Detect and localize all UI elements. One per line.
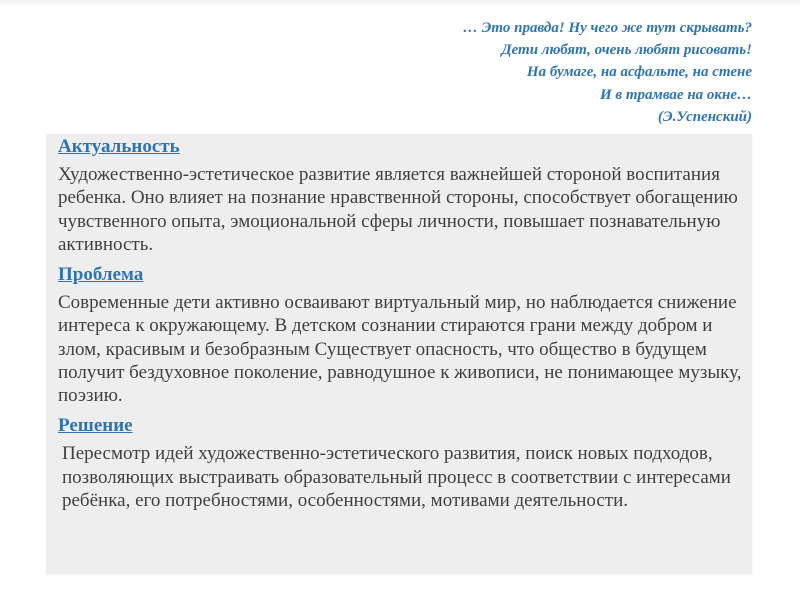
section-heading-solution: Решение: [58, 415, 133, 437]
epigraph-line: Дети любят, очень любят рисовать!: [501, 42, 752, 59]
section-heading-relevance: Актуальность: [58, 136, 180, 157]
top-strip: [0, 0, 800, 8]
epigraph: [252, 17, 752, 128]
epigraph-line: И в трамвае на окне…: [600, 86, 752, 103]
epigraph-line: … Это правда! Ну чего же тут скрывать?: [462, 20, 752, 36]
epigraph-author: (Э.Успенский): [657, 108, 752, 125]
section-text-solution: Пересмотр идей художественно-эстетического развития, поиск новых подходов, позволяющих выстраивать образовательный процесс в соответствии с интересами ребёнка, его потребностями, особенностями, мотивами деятельности.: [62, 443, 731, 511]
text-body: [58, 134, 748, 512]
epigraph-line: На бумаге, на асфальте, на стене: [526, 64, 752, 81]
section-text-problem: Современные дети активно осваивают виртуальный мир, но наблюдается снижение интереса к окружающему. В детском сознании стираются грани между добром и злом, красивым и безобразным Существует опасность, что общество в будущем получит бездуховное поколение, равнодушное к живописи, не понимающее музыку, поэзию.: [58, 292, 742, 407]
section-heading-problem: Проблема: [58, 264, 144, 286]
section-text-relevance: Художественно-эстетическое развитие является важнейшей стороной воспитания ребенка. Оно влияет на познание нравственной стороны, способствует обогащению чувственного опыта, эмоциональной сферы личности, повышает познавательную активность.: [58, 164, 738, 255]
content-panel: [46, 134, 752, 574]
